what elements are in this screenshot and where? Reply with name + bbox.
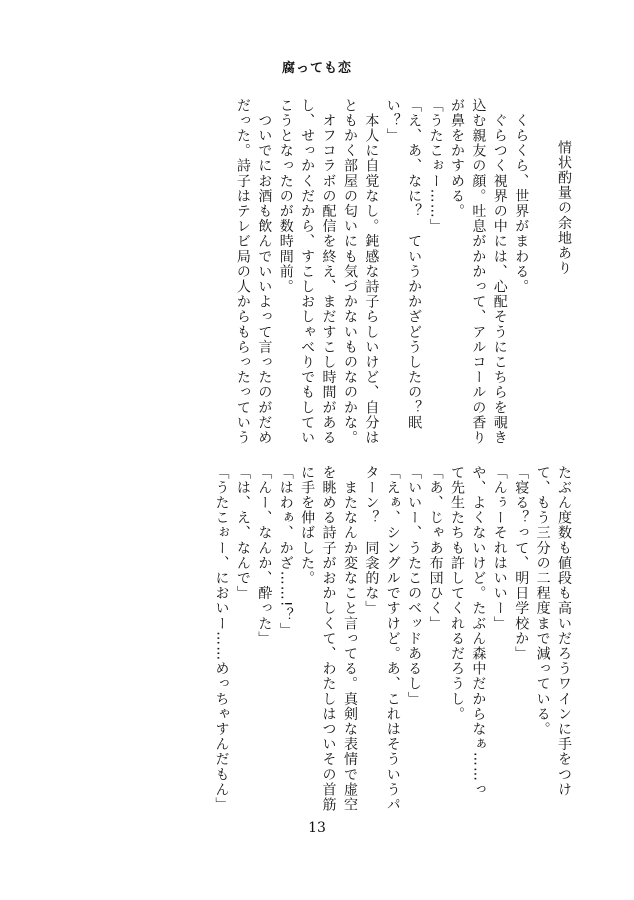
text-line: こうとなったのが数時間前。 bbox=[277, 98, 294, 295]
text-line: ともかく部屋の匂いにも気づかないものなのかな。 bbox=[341, 98, 358, 446]
text-line: ターン？ 同衾的な」 bbox=[363, 465, 380, 616]
upper-text-block bbox=[232, 98, 574, 450]
text-line: 「えぁ、シングルですけど。あ、これはそういうパ bbox=[384, 465, 401, 813]
chapter-title: 情状酌量の余地あり bbox=[556, 140, 572, 276]
text-line: 「え、あ、なに？ ていうかかざどうしたの？眠 bbox=[406, 98, 423, 431]
text-line: い？」 bbox=[384, 98, 401, 144]
text-line: たぶん度数も値段も高いだろうワインに手をつけ bbox=[556, 465, 572, 798]
text-line: 「は、え、なんで」 bbox=[234, 465, 251, 601]
text-line: ついでにお酒も飲んでいいよって言ったのがだめ bbox=[256, 98, 273, 446]
page-number: 13 bbox=[308, 820, 326, 836]
text-line: を眺める詩子がおかしくて、わたしはついその首筋 bbox=[320, 465, 337, 813]
lower-text-block bbox=[210, 465, 574, 813]
text-line: や、よくないけど。たぶん森中だからなぁ……っ bbox=[470, 465, 487, 798]
text-line: 「うたこぉー、においー……めっちゃすんだもん」 bbox=[213, 465, 230, 813]
text-line: 込む親友の顔。吐息がかかって、アルコールの香り bbox=[470, 98, 487, 446]
text-line: て先生たちも許してくれるだろうし。 bbox=[448, 465, 465, 722]
text-line: に手を伸ばした。 bbox=[299, 465, 316, 586]
text-line: だった。詩子はテレビ局の人からもらったっていう bbox=[234, 98, 251, 446]
text-line: が鼻をかすめる。 bbox=[448, 98, 465, 219]
text-line: 本人に自覚なし。鈍感な詩子らしいけど、自分は bbox=[363, 98, 380, 446]
text-line: 「んー、なんか、酔った」 bbox=[256, 465, 273, 647]
text-line: 「はわぁ、かざ……!？」 bbox=[277, 465, 294, 638]
text-line: ぐらつく視界の中には、心配そうにこちらを覗き bbox=[491, 98, 508, 446]
text-line: し、せっかくだから、すこしおしゃべりでもしてい bbox=[299, 98, 316, 446]
text-line: 「あ、じゃあ布団ひく」 bbox=[427, 465, 444, 632]
text-line: くらくら、世界がまわる。 bbox=[513, 98, 530, 295]
text-line: て、もう三分の二程度まで減っている。 bbox=[534, 465, 551, 737]
text-line: 「寝る？って、明日学校か」 bbox=[513, 465, 530, 662]
running-head-title: 腐っても恋 bbox=[281, 61, 352, 76]
text-line: またなんか変なこと言ってる。真剣な表情で虚空 bbox=[341, 465, 358, 813]
text-line: 「んぅーそれはいいー」 bbox=[491, 465, 508, 632]
text-line: オフコラボの配信を終え、まだすこし時間がある bbox=[320, 98, 337, 446]
text-line: 「うたこぉー……」 bbox=[427, 98, 444, 234]
text-line: 「いいー、うたこのベッドあるし」 bbox=[406, 465, 423, 707]
